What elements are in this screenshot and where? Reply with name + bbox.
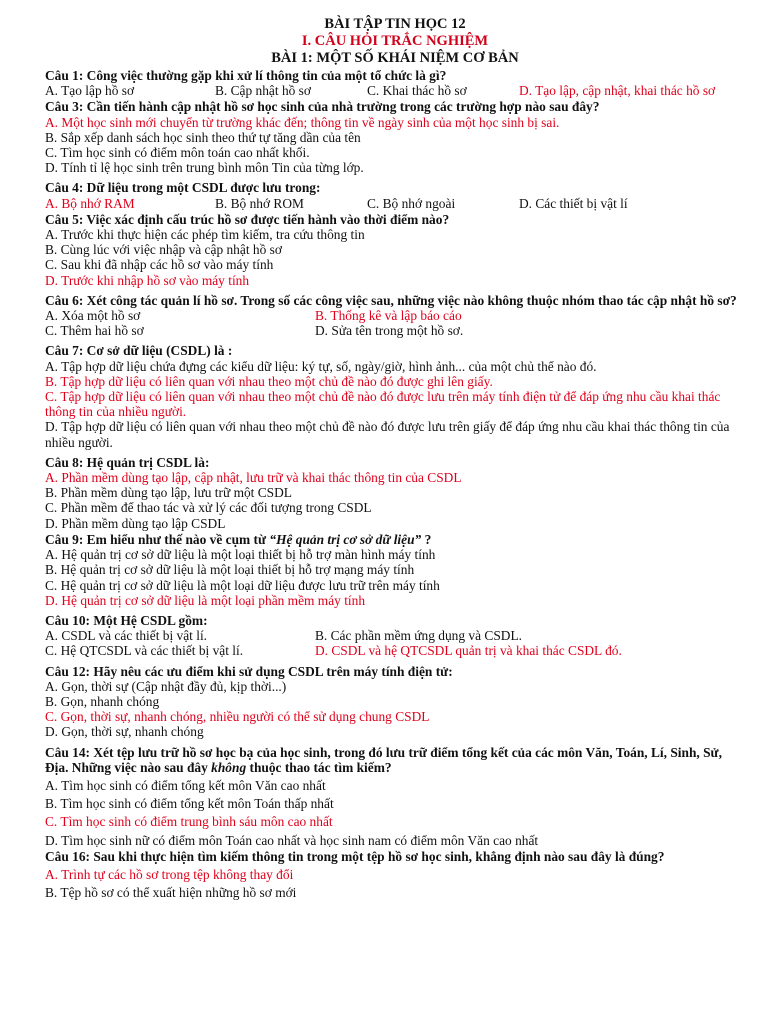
question-text: Câu 6: Xét công tác quản lí hồ sơ. Trong số các công việc sau, những việc nào không thuộc nhóm thao tác cập nhật hồ sơ? bbox=[45, 292, 737, 308]
question-6 bbox=[45, 293, 745, 339]
option-d-answer: D. Tạo lập, cập nhật, khai thác hồ sơ bbox=[519, 83, 716, 99]
document-title: BÀI TẬP TIN HỌC 12 bbox=[324, 16, 466, 32]
option-c: C. Hệ quản trị cơ sở dữ liệu là một loại dữ liệu được lưu trữ trên máy tính bbox=[45, 577, 440, 593]
option-a: A. Gọn, thời sự (Cập nhật đầy đủ, kịp thời...) bbox=[45, 678, 287, 694]
option-d: D. Tìm học sinh nữ có điểm môn Toán cao nhất và học sinh nam có điểm môn Văn cao nhất bbox=[45, 832, 539, 848]
option-d: D. Tập hợp dữ liệu có liên quan với nhau theo một chủ đề nào đó được lưu trên giấy để đáp ứng nhu cầu khai thác thông tin của nhiều người. bbox=[45, 419, 730, 450]
question-10 bbox=[45, 613, 745, 659]
option-d: D. Sửa tên trong một hồ sơ. bbox=[315, 323, 464, 339]
question-8 bbox=[45, 455, 745, 531]
question-text: Câu 8: Hệ quản trị CSDL là: bbox=[45, 454, 210, 470]
option-a: A. Tìm học sinh có điểm tổng kết môn Văn cao nhất bbox=[45, 777, 326, 793]
question-text: Câu 3: Cần tiến hành cập nhật hồ sơ học sinh của nhà trường trong các trường hợp nào sau đây? bbox=[45, 99, 600, 115]
question-14 bbox=[45, 745, 745, 848]
question-text: Câu 16: Sau khi thực hiện tìm kiếm thông tin trong một tệp hồ sơ học sinh, khẳng định nào sau đây là đúng? bbox=[45, 848, 665, 864]
option-c: C. Bộ nhớ ngoài bbox=[367, 195, 456, 211]
question-text: Câu 7: Cơ sở dữ liệu (CSDL) là : bbox=[45, 343, 233, 359]
option-a-answer: A. Một học sinh mới chuyển từ trường khác đến; thông tin về ngày sinh của một học sinh bị sai. bbox=[45, 114, 560, 130]
option-a: A. Hệ quản trị cơ sở dữ liệu là một loại thiết bị hỗ trợ màn hình máy tính bbox=[45, 547, 436, 563]
question-text: Câu 12: Hãy nêu các ưu điểm khi sử dụng CSDL trên máy tính điện tử: bbox=[45, 663, 453, 679]
lesson-heading: BÀI 1: MỘT SỐ KHÁI NIỆM CƠ BẢN bbox=[271, 50, 519, 66]
option-b: B. Hệ quản trị cơ sở dữ liệu là một loại thiết bị hỗ trợ mạng máy tính bbox=[45, 562, 415, 578]
option-d-answer: D. Hệ quản trị cơ sở dữ liệu là một loại phần mềm máy tính bbox=[45, 592, 366, 608]
option-b: B. Cùng lúc với việc nhập và cập nhật hồ sơ bbox=[45, 242, 282, 258]
option-d: D. Tính tỉ lệ học sinh trên trung bình môn Tin của từng lớp. bbox=[45, 160, 364, 176]
option-c: C. Thêm hai hồ sơ bbox=[45, 323, 144, 339]
option-b: B. Bộ nhớ ROM bbox=[215, 195, 304, 211]
option-a: A. Tập hợp dữ liệu chứa đựng các kiểu dữ liệu: ký tự, số, ngày/giờ, hình ảnh... của một chủ thể nào đó. bbox=[45, 358, 597, 374]
question-9 bbox=[45, 532, 745, 608]
option-b: B. Tệp hồ sơ có thể xuất hiện những hồ sơ mới bbox=[45, 885, 297, 901]
option-c: C. Khai thác hồ sơ bbox=[367, 83, 467, 99]
option-c-answer: C. Tập hợp dữ liệu có liên quan với nhau theo một chủ đề nào đó được lưu trên máy tính điện tử để đáp ứng nhu cầu khai thác thông tin của nhiều người. bbox=[45, 389, 721, 420]
option-c: C. Tìm học sinh có điểm môn toán cao nhất khối. bbox=[45, 145, 310, 161]
option-d: D. Phần mềm dùng tạo lập CSDL bbox=[45, 515, 226, 531]
option-a-answer: A. Bộ nhớ RAM bbox=[45, 195, 135, 211]
option-b: B. Sắp xếp danh sách học sinh theo thứ tự tăng dần của tên bbox=[45, 129, 361, 145]
option-c-answer: C. Gọn, thời sự, nhanh chóng, nhiều người có thể sử dụng chung CSDL bbox=[45, 709, 430, 725]
option-c: C. Hệ QTCSDL và các thiết bị vật lí. bbox=[45, 643, 244, 659]
question-text: Câu 4: Dữ liệu trong một CSDL được lưu trong: bbox=[45, 180, 321, 196]
option-a: A. Tạo lập hồ sơ bbox=[45, 83, 135, 99]
option-a-answer: A. Trình tự các hồ sơ trong tệp không thay đổi bbox=[45, 866, 294, 882]
option-b: B. Các phần mềm ứng dụng và CSDL. bbox=[315, 628, 522, 644]
question-5 bbox=[45, 212, 745, 288]
option-b: B. Tìm học sinh có điểm tổng kết môn Toán thấp nhất bbox=[45, 796, 334, 812]
option-d: D. Gọn, thời sự, nhanh chóng bbox=[45, 724, 204, 740]
option-b-answer: B. Thống kê và lập báo cáo bbox=[315, 308, 462, 324]
option-b: B. Tập hợp dữ liệu có liên quan với nhau theo một chủ đề nào đó được ghi lên giấy. bbox=[45, 373, 493, 389]
option-d: D. Các thiết bị vật lí bbox=[519, 195, 628, 211]
option-b: B. Cập nhật hồ sơ bbox=[215, 83, 311, 99]
question-text: Câu 9: Em hiểu như thế nào về cụm từ “Hệ quản trị cơ sở dữ liệu” ? bbox=[45, 531, 432, 547]
question-1 bbox=[45, 68, 745, 98]
option-a: A. Xóa một hồ sơ bbox=[45, 308, 141, 324]
question-text: Câu 5: Việc xác định cấu trúc hồ sơ được tiến hành vào thời điểm nào? bbox=[45, 211, 450, 227]
option-d-answer: D. CSDL và hệ QTCSDL quản trị và khai thác CSDL đó. bbox=[315, 643, 622, 659]
option-b: B. Gọn, nhanh chóng bbox=[45, 693, 160, 709]
question-12 bbox=[45, 664, 745, 740]
question-text: Câu 1: Công việc thường gặp khi xử lí thông tin của một tổ chức là gì? bbox=[45, 68, 447, 83]
option-a: A. Trước khi thực hiện các phép tìm kiếm, tra cứu thông tin bbox=[45, 227, 365, 243]
question-16 bbox=[45, 849, 745, 901]
section-heading: I. CÂU HỎI TRẮC NGHIỆM bbox=[301, 33, 489, 49]
question-3 bbox=[45, 99, 745, 175]
option-c: C. Phần mềm để thao tác và xử lý các đối tượng trong CSDL bbox=[45, 500, 372, 516]
option-a-answer: A. Phần mềm dùng tạo lập, cập nhật, lưu trữ và khai thác thông tin của CSDL bbox=[45, 470, 462, 486]
option-c: C. Sau khi đã nhập các hồ sơ vào máy tính bbox=[45, 257, 274, 273]
option-c-answer: C. Tìm học sinh có điểm trung bình sáu môn cao nhất bbox=[45, 814, 333, 830]
option-d-answer: D. Trước khi nhập hồ sơ vào máy tính bbox=[45, 272, 250, 288]
question-7 bbox=[45, 343, 745, 449]
option-a: A. CSDL và các thiết bị vật lí. bbox=[45, 628, 208, 644]
question-text: Câu 14: Xét tệp lưu trữ hồ sơ học bạ của học sinh, trong đó lưu trữ điểm tổng kết của các môn Văn, Toán, Lí, Sinh, Sử, Địa. Những việc nào sau đây không thuộc thao tác tìm kiếm? bbox=[45, 744, 722, 775]
question-term: “Hệ quản trị cơ sở dữ liệu” bbox=[269, 531, 422, 547]
question-text: Câu 10: Một Hệ CSDL gồm: bbox=[45, 612, 208, 628]
document-page bbox=[45, 16, 745, 900]
option-b: B. Phần mềm dùng tạo lập, lưu trữ một CSDL bbox=[45, 485, 292, 501]
question-4 bbox=[45, 180, 745, 210]
question-emphasis: không bbox=[211, 759, 247, 775]
